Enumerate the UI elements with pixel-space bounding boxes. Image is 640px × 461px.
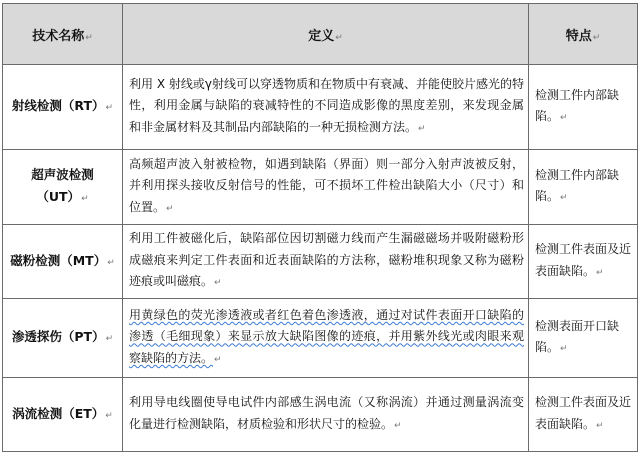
feature-cell: 检测工件表面及近表面缺陷。↵ bbox=[529, 225, 638, 299]
technique-name-cell: 超声波检测 （UT）↵ bbox=[3, 150, 123, 225]
header-technique-name: 技术名称↵ bbox=[3, 4, 123, 65]
technique-name-cell: 磁粉检测（MT）↵ bbox=[3, 225, 123, 299]
feature-cell: 检测工件内部缺陷。↵ bbox=[529, 65, 638, 150]
header-feature: 特点↵ bbox=[529, 4, 638, 65]
technique-name-cell: 射线检测（RT）↵ bbox=[3, 65, 123, 150]
technique-name-cell: 渗透探伤（PT）↵ bbox=[3, 299, 123, 378]
table-row bbox=[3, 65, 638, 150]
table-row bbox=[3, 299, 638, 378]
definition-cell: 利用 X 射线或γ射线可以穿透物质和在物质中有衰减、并能使胶片感光的特性，利用金属与缺陷的衰减特性的不同造成影像的黑度差别，来发现金属和非金属材料及其制品内部缺陷的一种无损检测方法。↵ bbox=[123, 65, 529, 150]
header-definition: 定义↵ bbox=[123, 4, 529, 65]
table-row bbox=[3, 150, 638, 225]
table-row bbox=[3, 378, 638, 452]
definition-cell: 利用导电线圈使导电试件内部感生涡电流（又称涡流）并通过测量涡流变化量进行检测缺陷，材质检验和形状尺寸的检验。↵ bbox=[123, 378, 529, 452]
technique-name-cell: 涡流检测（ET）↵ bbox=[3, 378, 123, 452]
ndt-methods-table bbox=[2, 3, 638, 452]
feature-cell: 检测表面开口缺陷。↵ bbox=[529, 299, 638, 378]
feature-cell: 检测工件表面及近表面缺陷。↵ bbox=[529, 378, 638, 452]
feature-cell: 检测工件内部缺陷。↵ bbox=[529, 150, 638, 225]
table-header-row bbox=[3, 4, 638, 65]
definition-cell: 利用工件被磁化后，缺陷部位因切割磁力线而产生漏磁磁场并吸附磁粉形成磁痕来判定工件表面和近表面缺陷的方法称，磁粉堆积现象又称为磁粉迹痕或叫磁痕。↵ bbox=[123, 225, 529, 299]
definition-cell: 用黄绿色的荧光渗透液或者红色着色渗透液，通过对试件表面开口缺陷的渗透（毛细现象）来显示放大缺陷图像的迹痕，并用紫外线光或肉眼来观察缺陷的方法。↵ bbox=[123, 299, 529, 378]
definition-cell: 高频超声波入射被检物，如遇到缺陷（界面）则一部分入射声波被反射，并利用探头接收反射信号的性能，可不损坏工件检出缺陷大小（尺寸）和位置。↵ bbox=[123, 150, 529, 225]
table-row bbox=[3, 225, 638, 299]
